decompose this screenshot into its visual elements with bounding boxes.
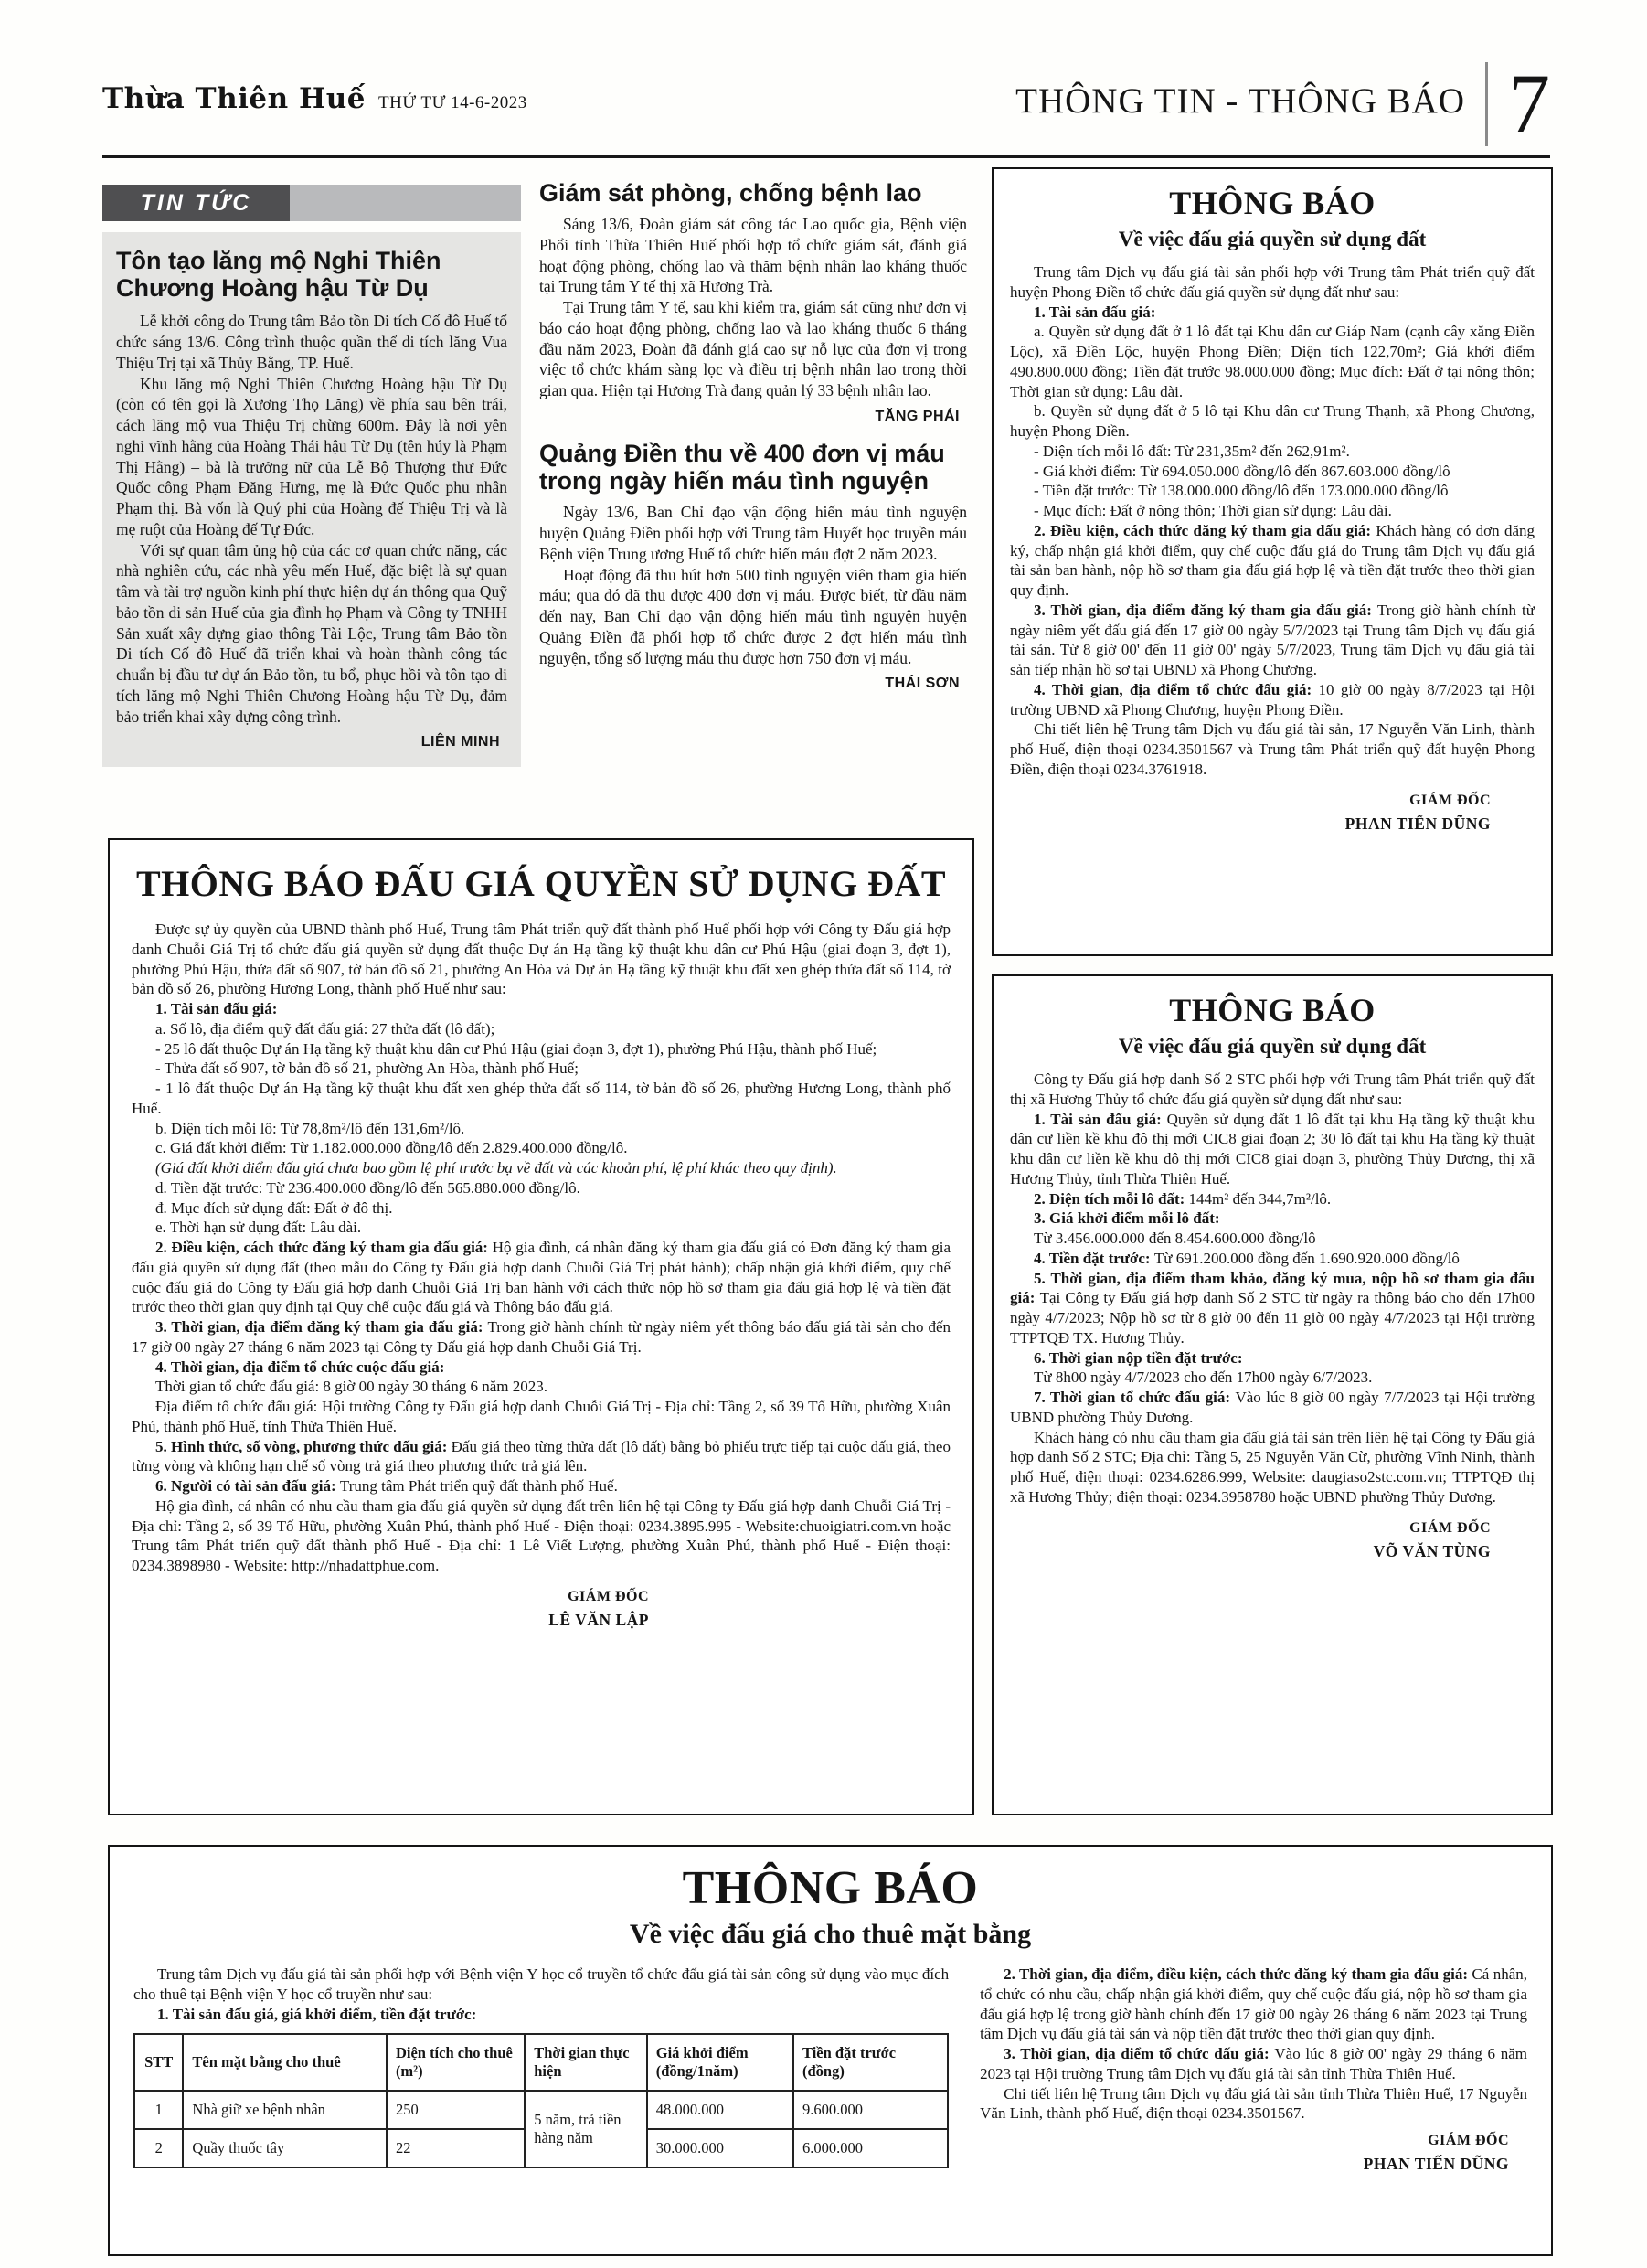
paragraph: Công ty Đấu giá hợp danh Số 2 STC phối hợp với Trung tâm Phát triển quỹ đất thị xã Hương Thủy tổ chức đấu giá quyền sử dụng đất như sau: [1010,1070,1535,1108]
paragraph-lead: 3. Thời gian, địa điểm đăng ký tham gia đấu giá: [155,1318,488,1336]
paragraph-lead: 5. Thời gian, địa điểm tham khảo, đăng ký mua, nộp hồ sơ tham gia đấu giá: [1010,1269,1535,1307]
table-cell: 5 năm, trả tiền hàng năm [525,2091,647,2167]
notice-left-body [133,1965,949,2024]
table-header-row [134,2034,948,2091]
paragraph: - Mục đích: Đất ở nông thôn; Thời gian sử dụng: Lâu dài. [1034,502,1392,519]
paragraph-lead: 2. Điều kiện, cách thức đăng ký tham gia đấu giá: [1034,521,1376,539]
paragraph: 2. Điều kiện, cách thức đăng ký tham gia đấu giá: Khách hàng có đơn đăng ký, chấp nhận giá khởi điểm, quy chế cuộc đấu giá do Trung tâm Dịch vụ đấu giá tài sản ban hành, nộp hồ sơ tham gia đấu giá hợp lệ và tiền đặt trước theo thời gian quy định. [1010,521,1535,599]
paragraph: Trung tâm Dịch vụ đấu giá tài sản phối hợp với Trung tâm Phát triển quỹ đất huyện Phong Điền tổ chức đấu giá quyền sử dụng đất như sau: [1010,263,1535,301]
table-cell: 1 [134,2091,183,2129]
header-rule [102,155,1550,158]
paragraph-lead: 6. Thời gian nộp tiền đặt trước: [1034,1348,1243,1367]
notice-title: THÔNG BÁO ĐẤU GIÁ QUYỀN SỬ DỤNG ĐẤT [135,863,947,904]
signature-role: GIÁM ĐỐC [1428,2133,1509,2148]
paragraph: Với sự quan tâm ủng hộ của các cơ quan chức năng, các nhà nghiên cứu, các nhà yêu mến Huế, đặc biệt là sự quan tâm và tài trợ nguồn kinh phí thực hiện dự án thông qua Quỹ bảo tồn di sản Huế của gia đình họ Phạm và Công ty TNHH Sản xuất xây dựng giao thông Tài Lộc, Trung tâm Bảo tồn Di tích Cố đô Huế đã triển khai và hoàn thành công tác chuẩn bị đầu tư dự án Bảo tồn, tu bổ, phục hồi và tôn tạo di tích lăng mộ Nghi Thiên Chương Hoàng hậu Từ Dụ, đảm bảo triển khai xây dựng công trình. [116,540,507,726]
paragraph: 3. Thời gian, địa điểm đăng ký tham gia đấu giá: Trong giờ hành chính từ ngày niêm yết thông báo đấu giá tài sản cho đến 17 giờ 00 ngày 27 tháng 6 năm 2023 tại Công ty Đấu giá hợp danh Chuỗi Giá Trị. [132,1318,951,1356]
paragraph: - Tiền đặt trước: Từ 138.000.000 đồng/lô đến 173.000.000 đồng/lô [1034,482,1449,500]
paragraph: Chi tiết liên hệ Trung tâm Dịch vụ đấu giá tài sản tỉnh Thừa Thiên Huế, 17 Nguyễn Văn Linh, thành phố Huế, điện thoại 0234.3501567. [980,2084,1527,2123]
paragraph: Địa điểm tổ chức đấu giá: Hội trường Công ty Đấu giá hợp danh Chuỗi Giá Trị - Địa chỉ: Tầng 2, số 39 Tố Hữu, phường Xuân Phú, thành phố Huế, tỉnh Thừa Thiên Huế. [132,1398,951,1435]
signature-block [132,1589,951,1630]
paragraph-lead: 4. Thời gian, địa điểm tổ chức cuộc đấu giá: [155,1358,445,1376]
paragraph-lead: 1. Tài sản đấu giá, giá khởi điểm, tiền đặt trước: [157,2005,477,2023]
byline: TĂNG PHÁI [875,408,960,424]
notice-right-body [980,1965,1527,2124]
paragraph: 4. Tiền đặt trước: Từ 691.200.000 đồng đến 1.690.920.000 đồng/lô [1034,1249,1460,1267]
table-cell: 30.000.000 [647,2129,793,2167]
table-header-cell: STT [134,2034,183,2091]
paragraph-lead: 2. Diện tích mỗi lô đất: [1034,1189,1189,1208]
paragraph: 3. Thời gian, địa điểm tổ chức đấu giá: Vào lúc 8 giờ 00' ngày 29 tháng 6 năm 2023 tại Hội trường Trung tâm Dịch vụ đấu giá tài sản tỉnh Thừa Thiên Huế. [980,2045,1527,2082]
paragraph: 7. Thời gian tổ chức đấu giá: Vào lúc 8 giờ 00 ngày 7/7/2023 tại Hội trường UBND phường Thủy Dương. [1010,1389,1535,1426]
paragraph-lead: 1. Tài sản đấu giá: [1034,303,1156,321]
notice-body [1010,1070,1535,1507]
paragraph [133,2005,949,2025]
paragraph: 2. Thời gian, địa điểm, điều kiện, cách thức đăng ký tham gia đấu giá: Cá nhân, tổ chức có nhu cầu, chấp nhận giá khởi điểm, quy chế cuộc đấu giá, nộp hồ sơ tham gia đấu giá hợp lệ trong giờ hành chính đến 17 giờ 00 ngày 26 tháng 6 năm 2023 tại Trung tâm Dịch vụ đấu giá tài sản và nộp tiền đặt trước theo thời gian quy định. [980,1965,1527,2043]
paragraph: b. Diện tích mỗi lô: Từ 78,8m²/lô đến 131,6m²/lô. [155,1119,465,1137]
table-cell: Nhà giữ xe bệnh nhân [183,2091,387,2129]
paragraph [1010,1348,1535,1368]
table-cell: 22 [387,2129,525,2167]
notice-huong-thuy [992,974,1553,1815]
byline: LIÊN MINH [420,734,500,751]
signature-role: GIÁM ĐỐC [1409,792,1491,808]
paragraph: a. Quyền sử dụng đất ở 1 lô đất tại Khu dân cư Giáp Nam (cạnh cây xăng Điền Lộc), xã Điền Lộc, huyện Phong Điền; Diện tích 122,70m²; Giá khởi điểm 490.800.000 đồng; Tiền đặt trước 98.000.000 đồng; Mục đích: Đất ở tại nông thôn; Thời gian sử dụng: Lâu dài. [1010,323,1535,400]
paragraph-lead: 2. Thời gian, địa điểm, điều kiện, cách thức đăng ký tham gia đấu giá: [1004,1965,1472,1983]
paragraph: 2. Điều kiện, cách thức đăng ký tham gia đấu giá: Hộ gia đình, cá nhân đăng ký tham gia đấu giá có Đơn đăng ký tham gia đấu giá quyền sử dụng đất (theo mẫu do Công ty Đấu giá hợp danh Chuỗi Giá Trị phát hành); chấp nhận giá khởi điểm, quy chế cuộc đấu giá do Công ty Đấu giá hợp danh Chuỗi Giá Trị ban hành với cách thức nộp hồ sơ tham gia đấu giá hợp lệ và tiền đặt trước theo thời gian quy định tại Quy chế cuộc đấu giá và Thông báo đấu giá. [132,1239,951,1316]
paragraph: (Giá đất khởi điểm đấu giá chưa bao gồm lệ phí trước bạ về đất và các khoản phí, lệ phí khác theo quy định). [155,1159,837,1177]
paragraph: Từ 3.456.000.000 đến 8.454.600.000 đồng/lô [1034,1230,1316,1247]
notice-title: THÔNG BÁO [682,1862,979,1914]
paragraph: 5. Hình thức, số vòng, phương thức đấu giá: Đấu giá theo từng thửa đất (lô đất) bằng bỏ phiếu trực tiếp tại cuộc đấu giá, theo từng vòng và không hạn chế số vòng trả giá theo phương thức trả giá lên. [132,1437,951,1475]
table-cell: 2 [134,2129,183,2167]
paragraph-lead: 1. Tài sản đấu giá: [155,1000,278,1017]
paragraph: - 1 lô đất thuộc Dự án Hạ tầng kỹ thuật khu đất xen ghép thửa đất số 114, tờ bản đồ số 26, phường Hương Long, thành phố Huế. [132,1080,951,1117]
table-header-cell: Giá khởi điểm (đồng/1năm) [647,2034,793,2091]
paragraph: - Thửa đất số 907, tờ bản đồ số 21, phường An Hòa, thành phố Huế; [155,1059,579,1078]
notice-subtitle: Về việc đấu giá quyền sử dụng đất [1118,1035,1427,1058]
paragraph: Khách hàng có nhu cầu tham gia đấu giá tài sản trên liên hệ tại Công ty Đấu giá hợp danh Số 2 STC; Địa chỉ: Tầng 5, 25 Nguyễn Văn Cừ, phường Vĩnh Ninh, thành phố Huế, điện thoại: 0234.6286.999, Website: daugiaso2stc.com.vn; TTPTQĐ thị xã Hương Thủy; điện thoại: 0234.3958780 hoặc UBND phường Thủy Dương. [1010,1428,1535,1506]
article-body [539,502,967,668]
paragraph: Tại Trung tâm Y tế, sau khi kiểm tra, giám sát cũng như đơn vị báo cáo hoạt động phòng, chống lao và lao kháng thuốc 6 tháng đầu năm 2023, Đoàn đã đánh giá cao sự nỗ lực của đơn vị trong việc tổ chức khám sàng lọc và điều trị bệnh nhân lao trong thời gian qua. Hiện tại Hương Trà đang quản lý 33 bệnh nhân lao. [539,298,967,400]
page-number-divider [1485,62,1488,146]
paragraph-lead: 5. Hình thức, số vòng, phương thức đấu giá: [155,1437,452,1455]
paragraph: Từ 8h00 ngày 4/7/2023 cho đến 17h00 ngày 6/7/2023. [1034,1368,1373,1387]
article-lao [539,179,967,425]
paragraph: Ngày 13/6, Ban Chỉ đạo vận động hiến máu tình nguyện huyện Quảng Điền phối hợp với Trung tâm Huyết học truyền máu Bệnh viện Trung ương Huế tổ chức hiến máu đợt 2 năm 2023. [539,503,967,563]
table-header-cell: Tiền đặt trước (đồng) [793,2034,948,2091]
issue-date: THỨ TƯ 14-6-2023 [378,93,527,112]
paragraph: Chi tiết liên hệ Trung tâm Dịch vụ đấu giá tài sản, 17 Nguyễn Văn Linh, thành phố Huế, điện thoại 0234.3501567 và Trung tâm Phát triển quỹ đất huyện Phong Điền, điện thoại 0234.3761918. [1010,720,1535,778]
byline: THÁI SƠN [885,676,960,692]
paragraph: Hoạt động đã thu hút hơn 500 tình nguyện viên tham gia hiến máu; qua đó đã thu được 400 đơn vị máu. Được biết, từ đầu năm đến nay, Ban Chỉ đạo vận động hiến máu tình nguyện huyện Quảng Điền đã phối hợp tổ chức được 2 đợt hiến máu tình nguyện, tổng số lượng máu thu được hơn 750 đơn vị máu. [539,565,967,667]
paragraph: Thời gian tổ chức đấu giá: 8 giờ 00 ngày 30 tháng 6 năm 2023. [155,1378,547,1396]
paragraph: - Diện tích mỗi lô đất: Từ 231,35m² đến 262,91m². [1034,442,1350,460]
signature-name: LÊ VĂN LẬP [548,1610,649,1629]
signature-role: GIÁM ĐỐC [1409,1519,1491,1536]
table-cell: 48.000.000 [647,2091,793,2129]
masthead-right [1015,57,1550,151]
news-article [102,232,521,767]
paragraph: d. Tiền đặt trước: Từ 236.400.000 đồng/lô đến 565.880.000 đồng/lô. [155,1178,580,1197]
paragraph: Lễ khởi công do Trung tâm Bảo tồn Di tích Cố đô Huế tổ chức sáng 13/6. Công trình thuộc quần thể di tích lăng Vua Thiệu Trị tại xã Thủy Bằng, TP. Huế. [116,312,507,372]
article-hien-mau [539,440,967,692]
signature-block [1010,1520,1535,1561]
paragraph [1010,1209,1535,1229]
middle-column [539,179,967,692]
paragraph [132,1358,951,1378]
table-header-cell: Thời gian thực hiện [525,2034,647,2091]
news-column [102,185,521,767]
paragraph-lead: 3. Thời gian, địa điểm đăng ký tham gia đấu giá: [1034,601,1377,619]
paragraph: - Giá khởi điểm: Từ 694.050.000 đồng/lô đến 867.603.000 đồng/lô [1034,462,1450,480]
paragraph: Trung tâm Dịch vụ đấu giá tài sản phối hợp với Bệnh viện Y học cổ truyền tổ chức đấu giá tài sản công sử dụng vào mục đích cho thuê tại Bệnh viện Y học cổ truyền như sau: [133,1965,950,2003]
paragraph: 1. Tài sản đấu giá: Quyền sử dụng đất 1 lô đất tại khu Hạ tầng kỹ thuật khu dân cư liền kề khu đô thị mới CIC8 giai đoạn 2; 30 lô đất tại khu Hạ tầng kỹ thuật khu dân cư liền kề khu đô thị mới CIC8 giai đoạn 3, phường Thủy Dương, thị xã Hương Thủy, tỉnh Thừa Thiên Huế. [1010,1110,1535,1187]
paragraph: đ. Mục đích sử dụng đất: Đất ở đô thị. [155,1198,393,1217]
paragraph: 2. Diện tích mỗi lô đất: 144m² đến 344,7m²/lô. [1034,1189,1332,1208]
paragraph: 5. Thời gian, địa điểm tham khảo, đăng ký mua, nộp hồ sơ tham gia đấu giá: Tại Công ty Đấu giá hợp danh Số 2 STC từ ngày ra thông báo cho đến 17h00 ngày 4/7/2023; Nộp hồ sơ từ 8 giờ 00 đến 11 giờ 00 ngày 4/7/2023 tại Hội trường TTPTQĐ TX. Hương Thủy. [1010,1269,1535,1347]
paragraph: Khu lăng mộ Nghi Thiên Chương Hoàng hậu Từ Dụ (còn có tên gọi là Xương Thọ Lăng) về phía sau bên trái, cách lăng mộ vua Thiệu Trị chừng 600m. Đây là nơi yên nghỉ vĩnh hằng của Hoàng Thái hậu Từ Dụ (tên húy là Phạm Thị Hằng) – bà là trưởng nữ của Lễ Bộ Thượng thư Đức Quốc công Phạm Đăng Hưng, mẹ là Đức Quốc phu nhân Phạm thị. Bà vốn là Quý phi của Hoàng đế Thiệu Trị và là mẹ ruột của Hoàng đế Tự Đức. [116,374,507,538]
news-label-bar [102,185,521,221]
paragraph: 4. Thời gian, địa điểm tổ chức đấu giá: 10 giờ 00 ngày 8/7/2023 tại Hội trường UBND xã Phong Chương, huyện Phong Điền. [1010,680,1535,719]
table-row [134,2091,948,2129]
notice-chuoi-gia-tri [108,838,974,1815]
article-title: Giám sát phòng, chống bệnh lao [539,179,922,207]
notice-title: THÔNG BÁO [1169,992,1376,1028]
paragraph: Được sự ủy quyền của UBND thành phố Huế, Trung tâm Phát triển quỹ đất thành phố Huế phối hợp với Công ty Đấu giá hợp danh Chuỗi Giá Trị tổ chức đấu giá quyền sử dụng đất thuộc Dự án Hạ tầng kỹ thuật khu dân cư Phú Hậu (giai đoạn 3, đợt 1), phường Phú Hậu, thửa đất số 907, tờ bản đồ số 21, phường An Hòa và Dự án Hạ tầng kỹ thuật khu đất xen ghép thửa đất số 114, tờ bản đồ số 26, phường Hương Long, thành phố Huế như sau: [132,921,951,998]
notice-subtitle: Về việc đấu giá cho thuê mặt bằng [629,1919,1032,1949]
signature-name: PHAN TIẾN DŨNG [1363,2155,1509,2173]
paragraph: 3. Thời gian, địa điểm đăng ký tham gia đấu giá: Trong giờ hành chính từ ngày niêm yết đấu giá đến 17 giờ 00 ngày 5/7/2023 tại Trung tâm Dịch vụ đấu giá tài sản. Từ 8 giờ 00' đến 11 giờ 00' ngày 5/7/2023, Trung tâm Dịch vụ đấu giá tài sản tiếp nhận hồ sơ tại UBND xã Phong Chương. [1010,601,1535,678]
notice-phong-dien [992,167,1553,956]
table-cell: 6.000.000 [793,2129,948,2167]
notice-columns [133,1965,1527,2174]
notice-right-column [980,1965,1527,2174]
article-body [539,214,967,401]
paragraph-lead: 4. Tiền đặt trước: [1034,1249,1154,1267]
signature-name: PHAN TIẾN DŨNG [1344,814,1491,833]
table-header-cell: Tên mặt bằng cho thuê [183,2034,387,2091]
notice-left-column [133,1965,949,2174]
signature-role: GIÁM ĐỐC [568,1588,649,1604]
paragraph: b. Quyền sử dụng đất ở 5 lô tại Khu dân cư Trung Thạnh, xã Phong Chương, huyện Phong Điền. [1010,402,1535,440]
paragraph-lead: 6. Người có tài sản đấu giá: [155,1477,340,1495]
lease-table [133,2033,949,2168]
paragraph: c. Giá đất khởi điểm: Từ 1.182.000.000 đồng/lô đến 2.829.400.000 đồng/lô. [155,1139,628,1157]
paragraph-lead: 4. Thời gian, địa điểm tổ chức đấu giá: [1034,680,1319,698]
notice-body [132,920,951,1576]
paragraph: Sáng 13/6, Đoàn giám sát công tác Lao quốc gia, Bệnh viện Phổi tỉnh Thừa Thiên Huế phối hợp tổ chức giám sát, đánh giá hoạt động phòng, chống lao và thăm bệnh nhân lao kháng thuốc tại Trung tâm Y tế thị xã Hương Trà. [539,215,967,296]
paragraph: 6. Người có tài sản đấu giá: Trung tâm Phát triển quỹ đất thành phố Huế. [155,1477,618,1495]
paragraph-lead: 2. Điều kiện, cách thức đăng ký tham gia đấu giá: [155,1239,493,1256]
paragraph-lead: 1. Tài sản đấu giá: [1034,1110,1167,1128]
masthead-left [102,82,527,146]
table-cell: Quầy thuốc tây [183,2129,387,2167]
paragraph: a. Số lô, địa điểm quỹ đất đấu giá: 27 thửa đất (lô đất); [155,1019,495,1038]
page-number: 7 [1508,57,1550,151]
paragraph [132,999,951,1019]
signature-block [1010,793,1535,834]
notice-cho-thue [108,1845,1553,2256]
notice-subtitle: Về việc đấu giá quyền sử dụng đất [1118,228,1427,250]
signature-block [980,2133,1527,2174]
notice-body [1010,262,1535,780]
news-label: TIN TỨC [102,185,290,221]
table-header-cell: Diện tích cho thuê (m²) [387,2034,525,2091]
section-title: THÔNG TIN - THÔNG BÁO [1015,80,1465,121]
masthead [102,38,1550,151]
paragraph-lead: 7. Thời gian tổ chức đấu giá: [1034,1389,1236,1406]
paragraph [1010,303,1535,323]
paragraph: Hộ gia đình, cá nhân có nhu cầu tham gia đấu giá quyền sử dụng đất trên liên hệ tại Công ty Đấu giá hợp danh Chuỗi Giá Trị - Địa chỉ: Tầng 2, số 39 Tố Hữu, phường Xuân Phú, thành phố Huế - Điện thoại: 0234.3895.995 - Website:chuoigiatri.com.vn hoặc Trung tâm Phát triển quỹ đất thành phố Huế - Địa chỉ: 1 Lê Viết Lượng, phường Xuân Phú, thành phố Huế - Điện thoại: 0234.3898980 - Website: http://nhadattphue.com. [132,1496,951,1574]
paragraph-lead: 3. Thời gian, địa điểm tổ chức đấu giá: [1004,2045,1275,2062]
article-title: Quảng Điền thu về 400 đơn vị máu trong ngày hiến máu tình nguyện [539,439,945,495]
newspaper-logo: Thừa Thiên Huế [102,82,367,115]
paragraph-lead: 3. Giá khởi điểm mỗi lô đất: [1034,1209,1220,1228]
table-cell: 250 [387,2091,525,2129]
article-body [116,311,507,727]
signature-name: VÕ VĂN TÙNG [1373,1541,1491,1560]
table-cell: 9.600.000 [793,2091,948,2129]
paragraph: - 25 lô đất thuộc Dự án Hạ tầng kỹ thuật khu dân cư Phú Hậu (giai đoạn 3, đợt 1), phường Phú Hậu, thành phố Huế; [155,1039,877,1058]
article-title: Tôn tạo lăng mộ Nghi Thiên Chương Hoàng hậu Từ Dụ [116,247,441,303]
paragraph: e. Thời hạn sử dụng đất: Lâu dài. [155,1219,362,1237]
notice-title: THÔNG BÁO [1169,185,1376,221]
